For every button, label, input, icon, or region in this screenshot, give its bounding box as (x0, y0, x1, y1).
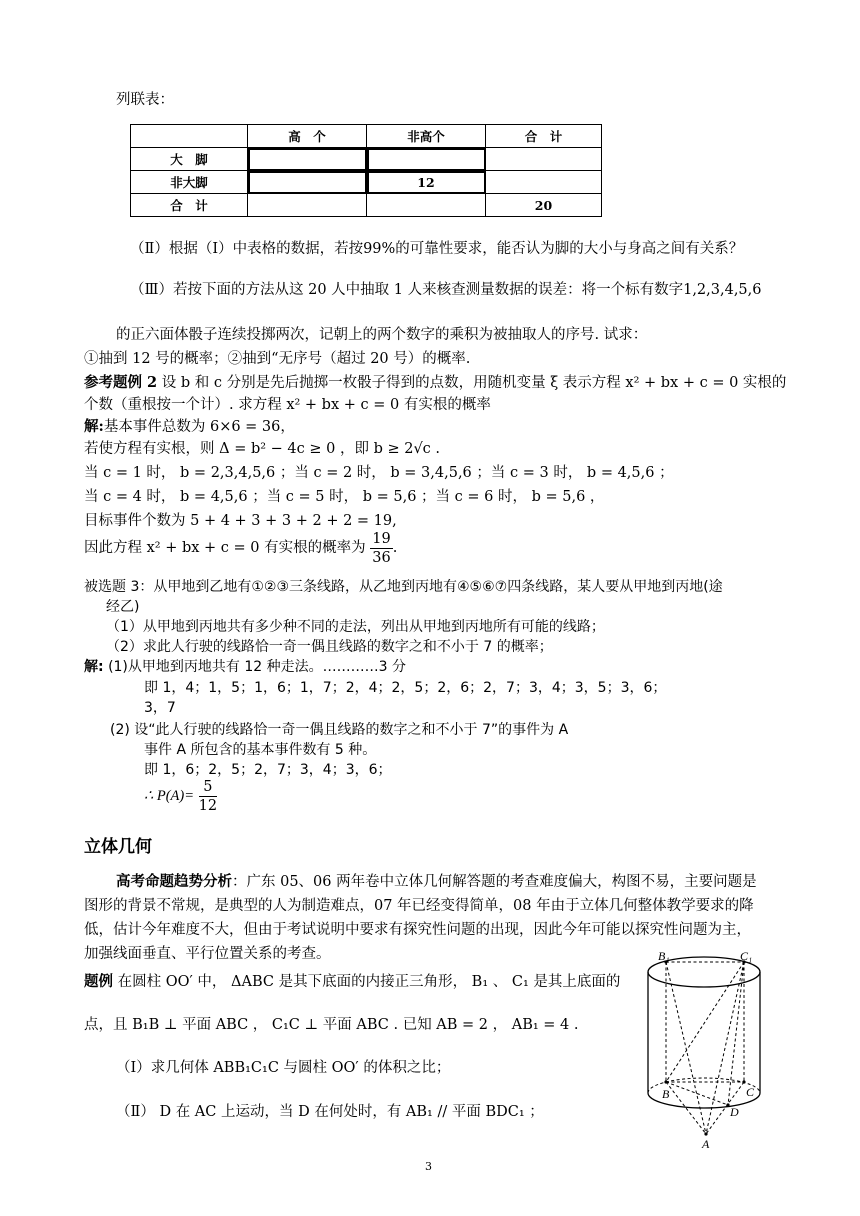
table-cell (248, 171, 367, 194)
table-cell (486, 171, 602, 194)
trend-line4: 加强线面垂直、平行位置关系的考查。 (84, 946, 331, 962)
solution-text: 基本事件总数为 6×6 = 36， (103, 419, 295, 435)
table-row-label: 大 脚 (131, 148, 248, 171)
fraction-period: . (392, 540, 398, 556)
table-header-cell (131, 125, 248, 148)
trend-line2: 图形的背景不常规，是典型的人为制造难点，07 年已经变得简单，08 年由于立体几何整体教学要求的降 (84, 898, 754, 914)
alt-solution-line1 (84, 656, 406, 676)
alt-question-line1: 被选题 3：从甲地到乙地有①②③三条线路，从乙地到丙地有④⑤⑥⑦四条线路，某人要从甲地到丙地(途 (84, 579, 723, 595)
solution-line2: 若使方程有实根，则 Δ = b² − 4c ≥ 0 ，即 b ≥ 2√c . (84, 441, 441, 457)
alt-solution-line2: 即 1，4；1，5；1，6；1，7；2，4；2，5；2，6；2，7；3，4；3，5；3，6； (144, 680, 667, 696)
alt-solution-line5: 事件 A 所包含的基本事件数有 5 种。 (144, 742, 377, 758)
fraction-denominator: 36 (372, 549, 391, 566)
section-title (84, 832, 152, 857)
table-header-cell: 合 计 (486, 125, 602, 148)
label-c: C (746, 1085, 755, 1099)
table-row (131, 171, 602, 194)
table-header-cell: 高 个 (248, 125, 367, 148)
example-2-line2: 个数（重根按一个计）. 求方程 x² + bx + c = 0 有实根的概率 (84, 397, 491, 413)
alt-solution-line6: 即 1，6；2，5；2，7；3，4；3，6； (144, 762, 392, 778)
alt-question-2: （2）求此人行驶的线路恰一奇一偶且线路的数字之和不小于 7 的概率； (106, 639, 553, 655)
label-a: A (702, 1137, 710, 1151)
solution-line4: 当 c = 4 时， b = 4,5,6 ；当 c = 5 时， b = 5,6 ；当 c = 6 时， b = 5,6 ， (84, 489, 605, 505)
table-cell (248, 148, 367, 171)
solution-line6-text: 因此方程 x² + bx + c = 0 有实根的概率为 (84, 540, 366, 556)
label-d: D (730, 1105, 739, 1119)
alt-solution-label: 解: (84, 659, 104, 675)
probability-fraction (370, 530, 392, 567)
table-row (131, 194, 602, 217)
solution-line3: 当 c = 1 时， b = 2,3,4,5,6 ；当 c = 2 时， b = 3,4,5,6 ；当 c = 3 时， b = 4,5,6 ； (84, 465, 674, 481)
trend-line1 (116, 870, 757, 891)
question-3-line3: ①抽到 12 号的概率；②抽到“无序号（超过 20 号）的概率. (84, 351, 471, 367)
alt-solution-line4: (2) 设“此人行驶的线路恰一奇一偶且线路的数字之和不小于 7”的事件为 A (110, 722, 569, 738)
table-cell (367, 148, 486, 171)
section-heading: 立体几何 (84, 837, 152, 857)
page-number: 3 (425, 1160, 432, 1173)
intro-text: 列联表： (116, 92, 174, 108)
example-2-text: 设 b 和 c 分别是先后抛掷一枚骰子得到的点数，用随机变量 ξ 表示方程 x² + bx + c = 0 实根的 (157, 375, 787, 391)
solution-label: 解: (84, 418, 104, 435)
geometry-line2: 点，且 B₁B ⊥ 平面 ABC ， C₁C ⊥ 平面 ABC . 已知 AB = 2 ， AB₁ = 4 . (84, 1017, 579, 1033)
question-3-line2: 的正六面体骰子连续投掷两次，记朝上的两个数字的乘积为被抽取人的序号. 试求： (116, 327, 648, 343)
label-c1: C₁ (740, 950, 753, 963)
trend-label: 高考命题趋势分析 (116, 873, 232, 890)
geometry-label: 题例 (84, 973, 113, 990)
question-3-line1: （Ⅲ）若按下面的方法从这 20 人中抽取 1 人来核查测量数据的误差：将一个标有数字1,2,3,4,5,6 (130, 282, 762, 298)
alt-solution-text: (1)从甲地到丙地共有 12 种走法。…………3 分 (108, 659, 406, 675)
example-2-label: 参考题例 2 (84, 374, 158, 391)
alt-solution-line3: 3，7 (144, 700, 176, 716)
table-cell: 12 (367, 171, 486, 194)
solution-line6 (84, 528, 397, 568)
table-row-label: 合 计 (131, 194, 248, 217)
alt-probability-text: ∴ P(A)= (144, 788, 195, 804)
geometry-line1 (84, 970, 620, 991)
cylinder-figure (636, 950, 772, 1154)
table-row (131, 125, 602, 148)
fraction-denominator: 12 (198, 797, 218, 814)
trend-line3: 低，估计今年难度不大，但由于考试说明中要求有探究性问题的出现，因此今年可能以探究性问题为主， (84, 922, 751, 938)
alt-question-line2: 经乙) (106, 599, 140, 615)
table-cell (367, 194, 486, 217)
table-cell: 20 (486, 194, 602, 217)
table-header-cell: 非高个 (367, 125, 486, 148)
label-b: B (662, 1087, 670, 1101)
example-2-line1 (84, 371, 786, 392)
trend-text: ：广东 05、06 两年卷中立体几何解答题的考查难度偏大，构图不易，主要问题是 (232, 874, 757, 890)
geometry-question-2: （Ⅱ） D 在 AC 上运动，当 D 在何处时，有 AB₁ // 平面 BDC₁ ； (116, 1104, 544, 1120)
alt-probability-fraction (199, 778, 217, 815)
question-2: （Ⅱ）根据（Ⅰ）中表格的数据，若按99%的可靠性要求，能否认为脚的大小与身高之间有关系？ (130, 241, 744, 257)
fraction-numerator: 19 (372, 530, 391, 547)
table-cell (248, 194, 367, 217)
table-row (131, 148, 602, 171)
solution-line1 (84, 415, 295, 436)
table-row-label: 非大脚 (131, 171, 248, 194)
table-cell (486, 148, 602, 171)
fraction-numerator: 5 (199, 778, 217, 797)
geometry-text: 在圆柱 OO′ 中， ΔABC 是其下底面的内接正三角形， B₁ 、 C₁ 是其上底面的 (113, 974, 621, 990)
contingency-table (130, 124, 602, 217)
alt-question-1: （1）从甲地到丙地共有多少种不同的走法，列出从甲地到丙地所有可能的线路； (106, 619, 605, 635)
label-b1: B₁ (658, 950, 670, 963)
alt-probability (144, 776, 217, 816)
solution-line5: 目标事件个数为 5 + 4 + 3 + 3 + 2 + 2 = 19, (84, 513, 397, 529)
geometry-question-1: （Ⅰ）求几何体 ABB₁C₁C 与圆柱 OO′ 的体积之比； (116, 1060, 451, 1076)
